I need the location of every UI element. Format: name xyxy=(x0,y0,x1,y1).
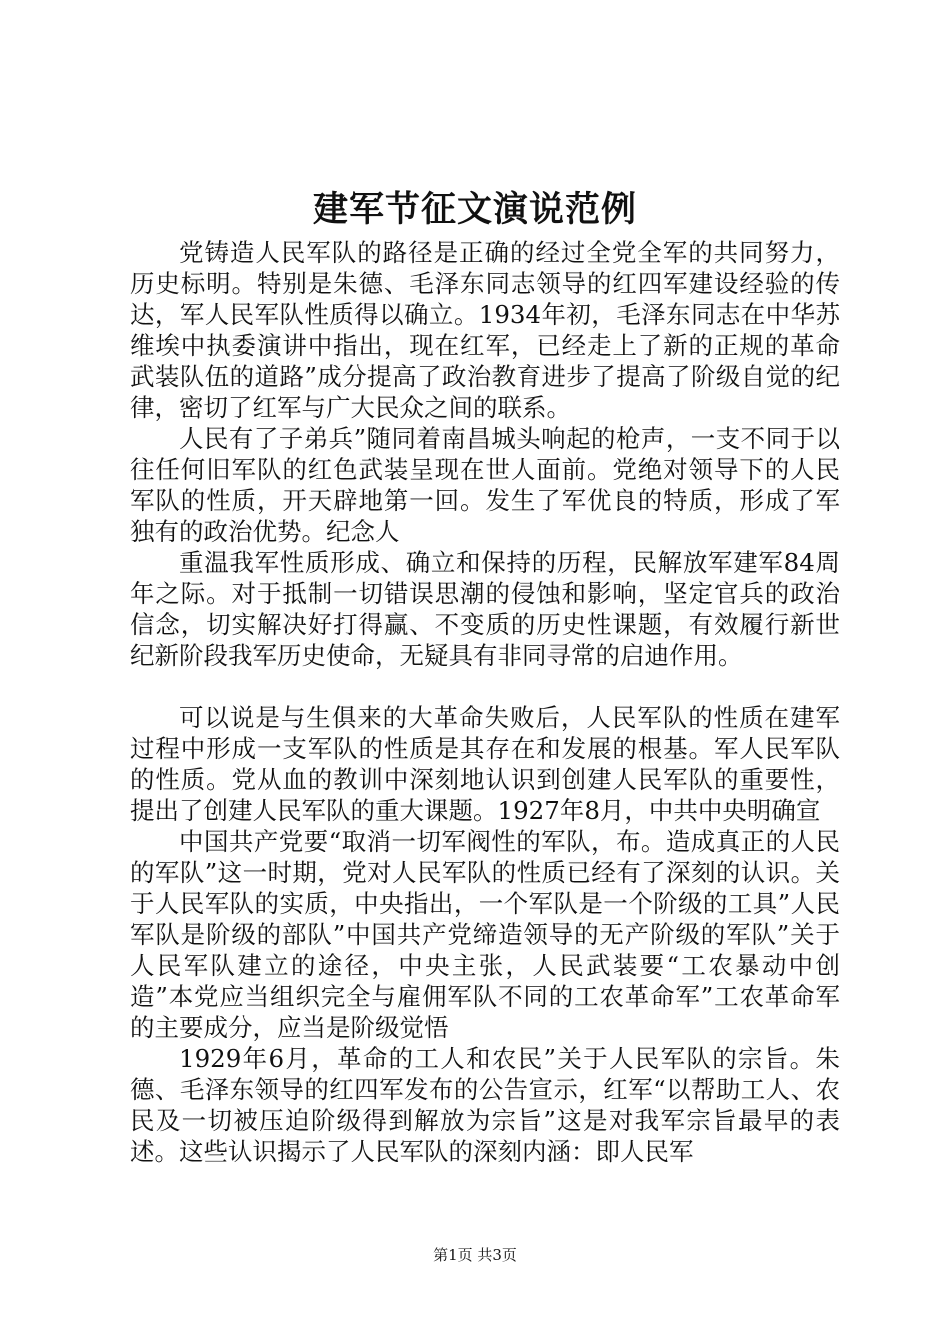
paragraph-3: 重温我军性质形成、确立和保持的历程，民解放军建军84周年之际。对于抵制一切错误思潮的侵蚀和影响，坚定官兵的政治信念，切实解决好打得赢、不变质的历史性课题，有效履行新世纪新阶段我军历史使命，无疑具有非同寻常的启迪作用。 xyxy=(130,548,840,670)
document-body xyxy=(130,237,840,1167)
paragraph-5: 中国共产党要“取消一切军阀性的军队，布。造成真正的人民的军队”这一时期，党对人民军队的性质已经有了深刻的认识。关于人民军队的实质，中央指出，一个军队是一个阶级的工具”人民军队是阶级的部队”中国共产党缔造领导的无产阶级的军队”关于人民军队建立的途径，中央主张，人民武装要“工农暴动中创造”本党应当组织完全与雇佣军队不同的工农革命军”工农革命军的主要成分，应当是阶级觉悟 xyxy=(130,827,840,1042)
paragraph-1: 党铸造人民军队的路径是正确的经过全党全军的共同努力，历史标明。特别是朱德、毛泽东同志领导的红四军建设经验的传达，军人民军队性质得以确立。1934年初，毛泽东同志在中华苏维埃中执委演讲中指出，现在红军，已经走上了新的正规的革命武装队伍的道路”成分提高了政治教育进步了提高了阶级自觉的纪律，密切了红军与广大民众之间的联系。 xyxy=(130,238,840,422)
paragraph-4: 可以说是与生俱来的大革命失败后，人民军队的性质在建军过程中形成一支军队的性质是其存在和发展的根基。军人民军队的性质。党从血的教训中深刻地认识到创建人民军队的重要性，提出了创建人民军队的重大课题。1927年8月，中共中央明确宣 xyxy=(130,703,840,825)
page-footer: 第1页 共3页 xyxy=(433,1246,517,1264)
document-title: 建军节征文演说范例 xyxy=(312,189,637,230)
paragraph-2: 人民有了子弟兵”随同着南昌城头响起的枪声，一支不同于以往任何旧军队的红色武装呈现在世人面前。党绝对领导下的人民军队的性质，开天辟地第一回。发生了军优良的特质，形成了军独有的政治优势。纪念人 xyxy=(130,424,840,546)
paragraph-6: 1929年6月，革命的工人和农民”关于人民军队的宗旨。朱德、毛泽东领导的红四军发布的公告宣示，红军“以帮助工人、农民及一切被压迫阶级得到解放为宗旨”这是对我军宗旨最早的表述。这些认识揭示了人民军队的深刻内涵：即人民军 xyxy=(130,1044,840,1166)
